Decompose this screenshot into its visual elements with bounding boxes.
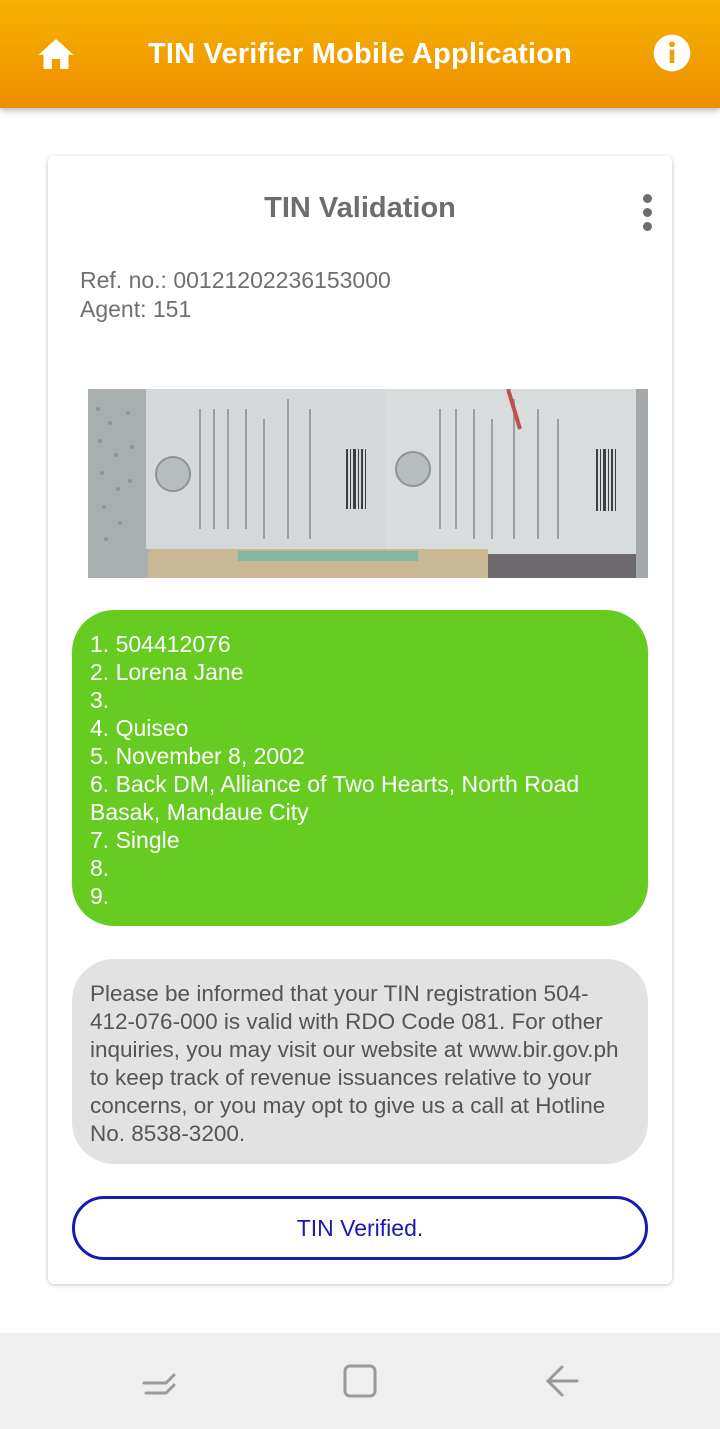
system-nav-bar bbox=[0, 1333, 720, 1429]
info-icon bbox=[652, 33, 692, 73]
recents-button[interactable] bbox=[140, 1361, 180, 1401]
home-icon bbox=[36, 34, 76, 74]
recents-icon bbox=[140, 1361, 180, 1401]
app-title: TIN Verifier Mobile Application bbox=[147, 37, 573, 70]
info-message-text: Please be informed that your TIN registration 504-412-076-000 is valid with RDO Code 081. For other inquiries, you may visit our website at www.bir.gov.ph to keep track of revenue issuances relative to your concerns, or you may opt to give us a call at Hotline No. 8538-3200. bbox=[90, 981, 619, 1146]
more-vert-icon bbox=[643, 222, 652, 231]
result-line: 3. bbox=[90, 687, 110, 713]
info-button[interactable] bbox=[652, 33, 692, 73]
more-options-button[interactable] bbox=[638, 194, 658, 232]
captured-id-photo bbox=[88, 389, 648, 578]
home-nav-button[interactable] bbox=[340, 1361, 380, 1401]
result-line: 2. Lorena Jane bbox=[90, 659, 244, 685]
more-vert-icon bbox=[643, 194, 652, 203]
result-line: 8. bbox=[90, 855, 110, 881]
card-title: TIN Validation bbox=[264, 192, 456, 224]
result-line: 4. Quiseo bbox=[90, 715, 189, 741]
home-square-icon bbox=[340, 1361, 380, 1401]
result-line: 6. Back DM, Alliance of Two Hearts, North Road Basak, Mandaue City bbox=[90, 771, 580, 825]
back-button[interactable] bbox=[542, 1361, 582, 1401]
tin-verified-label: TIN Verified. bbox=[296, 1214, 424, 1241]
tin-result-bubble bbox=[72, 610, 648, 926]
result-line: 9. bbox=[90, 883, 110, 909]
tin-verified-button[interactable] bbox=[72, 1196, 648, 1260]
reference-info bbox=[80, 266, 391, 324]
tin-validation-card bbox=[48, 156, 672, 1284]
reference-number: Ref. no.: 00121202236153000 bbox=[80, 267, 391, 293]
result-line: 5. November 8, 2002 bbox=[90, 743, 305, 769]
more-vert-icon bbox=[643, 208, 652, 217]
agent-number: Agent: 151 bbox=[80, 296, 192, 322]
app-bar bbox=[0, 0, 720, 108]
result-line: 7. Single bbox=[90, 827, 180, 853]
home-button[interactable] bbox=[36, 34, 76, 74]
back-arrow-icon bbox=[542, 1361, 582, 1401]
info-message-bubble bbox=[72, 959, 648, 1164]
result-line: 1. 504412076 bbox=[90, 631, 231, 657]
